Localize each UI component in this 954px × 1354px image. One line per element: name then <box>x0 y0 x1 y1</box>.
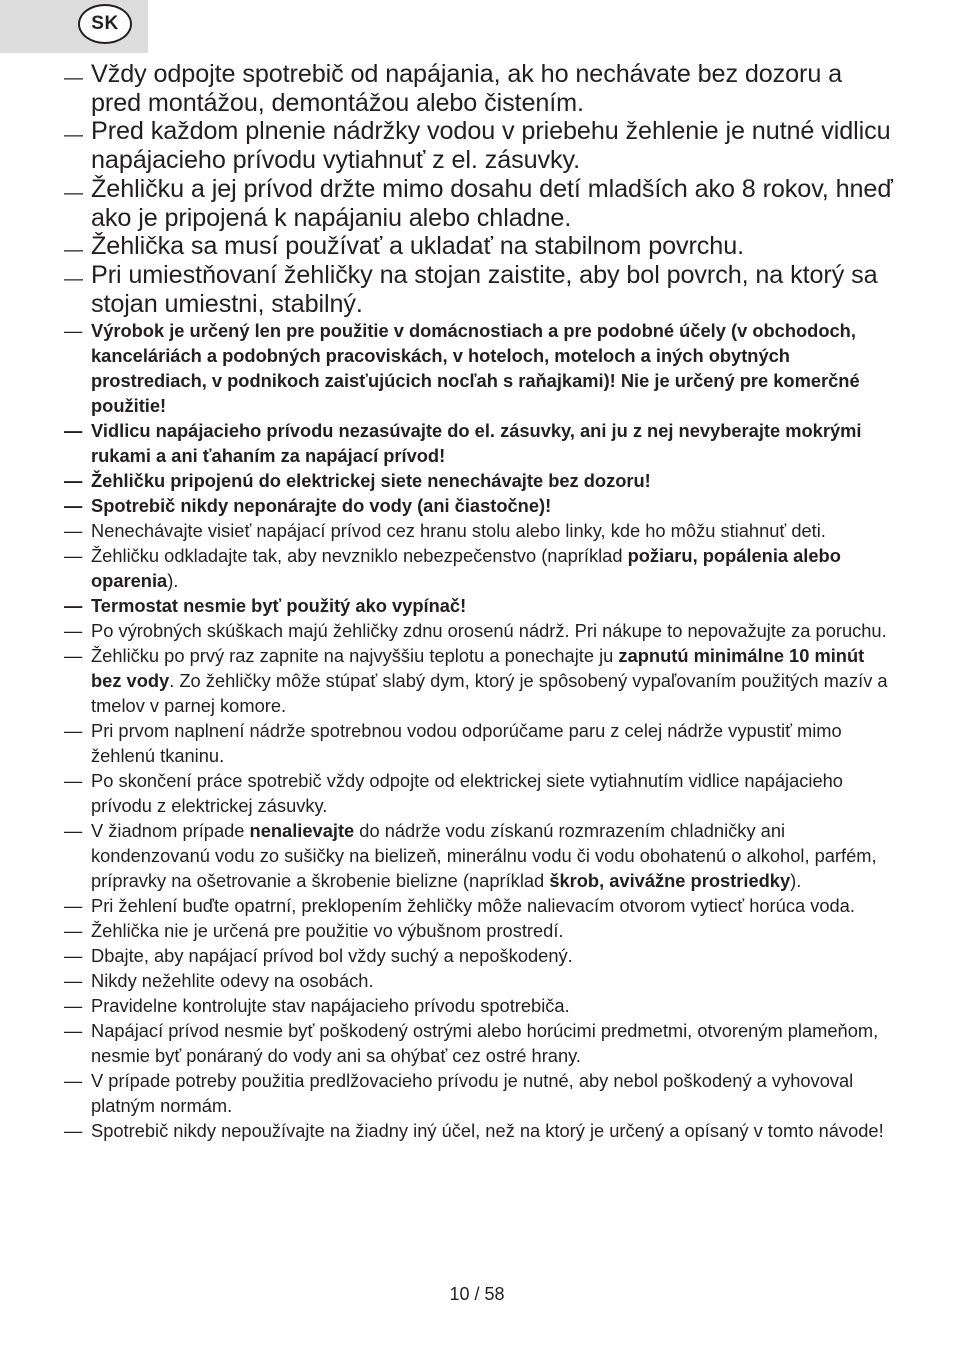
list-item-text <box>91 1070 853 1116</box>
emphasis-text: požiaru, popálenia alebo oparenia <box>91 545 841 592</box>
bullet-dash: — <box>64 720 83 742</box>
bullet-dash: — <box>64 770 83 792</box>
body-text: Pri žehlení buďte opatrní, preklopením žehličky môže nalievacím otvorom vytiecť horúca voda. <box>91 895 855 917</box>
list-item-text <box>91 320 860 416</box>
bullet-dash: — <box>64 420 83 442</box>
bullet-dash: — <box>64 240 83 262</box>
list-item <box>64 1118 894 1143</box>
list-item-text <box>91 770 843 816</box>
list-item <box>64 943 894 968</box>
list-item-text <box>91 720 842 766</box>
list-item <box>64 261 894 318</box>
list-item <box>64 768 894 818</box>
emphasis-text: Spotrebič nikdy neponárajte do vody (ani čiastočne)! <box>91 495 552 517</box>
list-item-text <box>91 970 374 991</box>
list-item-text <box>91 1020 878 1066</box>
list-item-text <box>91 645 888 716</box>
bullet-dash: — <box>64 645 83 667</box>
bullet-dash: — <box>64 182 83 204</box>
list-item <box>64 60 894 117</box>
bullet-dash: — <box>64 268 83 290</box>
body-text: Vždy odpojte spotrebič od napájania, ak ho nechávate bez dozoru a pred montážou, demontážou alebo čistením. <box>91 60 843 117</box>
list-item-text <box>91 945 573 966</box>
body-text: Žehličku a jej prívod držte mimo dosahu detí mladších ako 8 rokov, hneď ako je pripojená k napájaniu alebo chladne. <box>91 174 893 232</box>
list-item-text <box>91 420 861 466</box>
list-item <box>64 418 894 468</box>
list-item <box>64 893 894 918</box>
emphasis-text: škrob, avivážne prostriedky <box>549 870 791 892</box>
bullet-dash: — <box>64 1120 83 1142</box>
list-item-text <box>91 60 842 117</box>
list-item <box>64 1068 894 1118</box>
list-item <box>64 643 894 718</box>
body-text: ). <box>790 870 802 892</box>
body-text: V prípade potreby použitia predlžovacieho prívodu je nutné, aby nebol poškodený a vyhovoval platným normám. <box>91 1070 854 1117</box>
bullet-dash: — <box>64 1070 83 1092</box>
list-item-text <box>91 261 878 318</box>
emphasis-text: Žehličku pripojenú do elektrickej siete nenechávajte bez dozoru! <box>91 470 651 492</box>
body-text: Pred každom plnenie nádržky vodou v priebehu žehlenie je nutné vidlicu napájacieho prívodu vytiahnuť z el. zásuvky. <box>91 117 891 175</box>
bullet-dash: — <box>64 125 83 147</box>
list-item-text <box>91 545 841 591</box>
list-item-text <box>91 520 826 541</box>
body-text: Pri umiestňovaní žehličky na stojan zaistite, aby bol povrch, na ktorý sa stojan umiestni, stabilný. <box>91 260 878 318</box>
bullet-dash: — <box>64 995 83 1017</box>
list-item <box>64 318 894 418</box>
list-item <box>64 593 894 618</box>
list-item-text <box>91 470 651 491</box>
list-item-text <box>91 495 551 516</box>
list-item <box>64 518 894 543</box>
list-item-text <box>91 820 877 891</box>
list-item <box>64 818 894 893</box>
list-item <box>64 1018 894 1068</box>
bullet-dash: — <box>64 470 83 492</box>
list-item-text <box>91 920 564 941</box>
bullet-dash: — <box>64 1020 83 1042</box>
emphasis-text: zapnutú minimálne 10 minút bez vody <box>91 645 865 692</box>
body-text: Nenechávajte visieť napájací prívod cez hranu stolu alebo linky, kde ho môžu stiahnuť deti. <box>91 520 826 542</box>
list-item <box>64 175 894 232</box>
bullet-dash: — <box>64 820 83 842</box>
list-item-text <box>91 175 893 232</box>
bullet-dash: — <box>64 895 83 917</box>
list-item-text <box>91 117 891 174</box>
page-number: 10 / 58 <box>449 1284 505 1304</box>
list-item <box>64 232 894 261</box>
list-item-text <box>91 232 744 260</box>
body-text: Žehlička sa musí používať a ukladať na stabilnom povrchu. <box>91 232 745 261</box>
list-item-text <box>91 995 570 1016</box>
emphasis-text: nenalievajte <box>249 820 355 842</box>
bullet-dash: — <box>64 620 83 642</box>
body-text: Pravidelne kontrolujte stav napájacieho prívodu spotrebiča. <box>91 995 570 1017</box>
safety-instructions-list <box>64 60 894 1143</box>
list-item <box>64 468 894 493</box>
list-item-text <box>91 620 887 641</box>
list-item <box>64 493 894 518</box>
bullet-dash: — <box>64 920 83 942</box>
body-text: V žiadnom prípade <box>91 820 250 842</box>
list-item-text <box>91 1120 884 1141</box>
body-text: Po výrobných skúškach majú žehličky zdnu orosenú nádrž. Pri nákupe to nepovažujte za poruchu. <box>91 620 887 642</box>
bullet-dash: — <box>64 495 83 517</box>
body-text: Dbajte, aby napájací prívod bol vždy suchý a nepoškodený. <box>91 945 573 967</box>
language-badge: SK <box>78 4 132 44</box>
list-item <box>64 918 894 943</box>
body-text: Žehlička nie je určená pre použitie vo výbušnom prostredí. <box>91 920 564 942</box>
emphasis-text: Termostat nesmie byť použitý ako vypínač! <box>91 595 467 617</box>
language-tab <box>0 0 148 53</box>
body-text: Pri prvom naplnení nádrže spotrebnou vodou odporúčame paru z celej nádrže vypustiť mimo žehlenú tkaninu. <box>91 720 842 767</box>
bullet-dash: — <box>64 320 83 342</box>
body-text: do nádrže vodu získanú rozmrazením chladničky ani kondenzovanú vodu zo sušičky na bielizeň, minerálnu vodu či vodu obohatenú o alkohol, parfém, prípravky na ošetrovanie a škrobenie bielizne (napríklad <box>91 820 877 892</box>
bullet-dash: — <box>64 68 83 89</box>
body-text: Spotrebič nikdy nepoužívajte na žiadny iný účel, než na ktorý je určený a opísaný v tomto návode! <box>91 1120 884 1142</box>
bullet-dash: — <box>64 595 83 617</box>
body-text: Žehličku po prvý raz zapnite na najvyššiu teplotu a ponechajte ju <box>91 645 619 667</box>
body-text: Žehličku odkladajte tak, aby nevzniklo nebezpečenstvo (napríklad <box>91 545 628 567</box>
body-text: . Zo žehličky môže stúpať slabý dym, ktorý je spôsobený vypaľovaním použitých mazív a tmelov v parnej komore. <box>91 670 888 717</box>
body-text: Nikdy nežehlite odevy na osobách. <box>91 970 374 992</box>
list-item <box>64 543 894 593</box>
bullet-dash: — <box>64 520 83 542</box>
list-item <box>64 117 894 174</box>
list-item-text <box>91 895 855 916</box>
list-item-text <box>91 595 466 616</box>
bullet-dash: — <box>64 970 83 992</box>
body-text: Napájací prívod nesmie byť poškodený ostrými alebo horúcimi predmetmi, otvoreným plameňom, nesmie byť ponáraný do vody ani sa ohýbať cez ostré hrany. <box>91 1020 879 1067</box>
body-text: ). <box>167 570 179 592</box>
bullet-dash: — <box>64 945 83 967</box>
emphasis-text: Vidlicu napájacieho prívodu nezasúvajte do el. zásuvky, ani ju z nej nevyberajte mokrými rukami a ani ťahaním za napájací prívod! <box>91 420 862 467</box>
list-item <box>64 618 894 643</box>
list-item <box>64 968 894 993</box>
list-item <box>64 718 894 768</box>
list-item <box>64 993 894 1018</box>
emphasis-text: Výrobok je určený len pre použitie v domácnostiach a pre podobné účely (v obchodoch, kanceláriách a podobných pracoviskách, v hoteloch, moteloch a iných obytných prostrediach, v podnikoch zaisťujúcich nocľah s raňajkami)! Nie je určený pre komerčné použitie! <box>91 320 860 417</box>
body-text: Po skončení práce spotrebič vždy odpojte od elektrickej siete vytiahnutím vidlice napájacieho prívodu z elektrickej zásuvky. <box>91 770 843 817</box>
bullet-dash: — <box>64 545 83 567</box>
